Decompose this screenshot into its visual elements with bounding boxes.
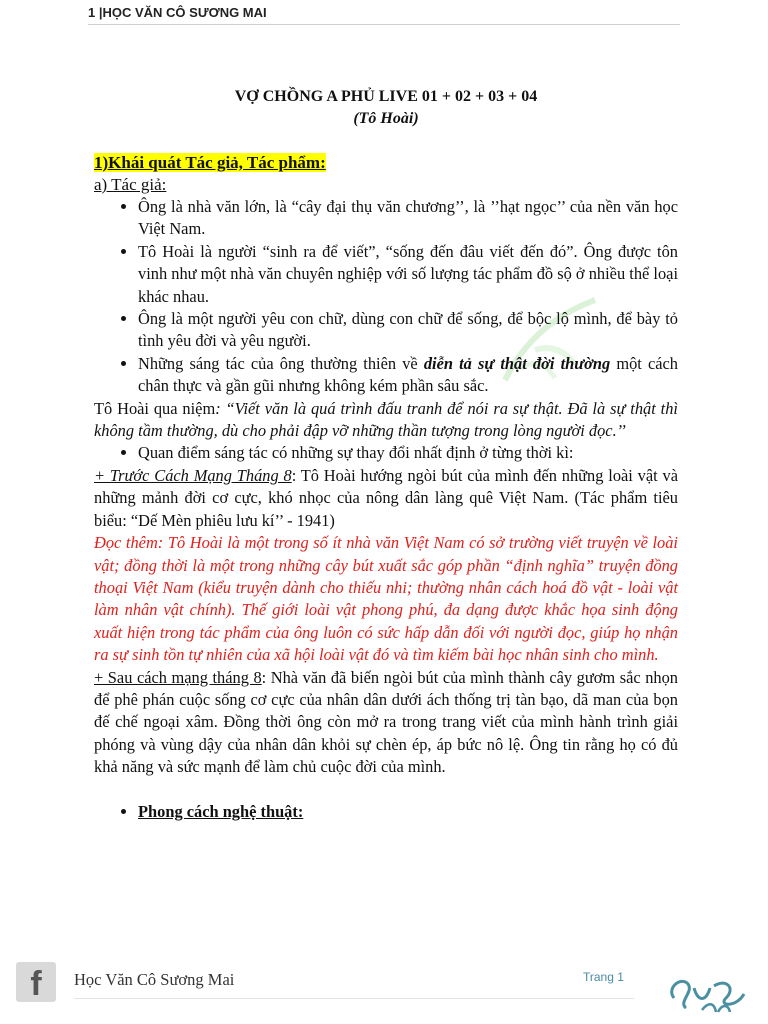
section-heading-text: 1)Khái quát Tác giả, Tác phẩm: xyxy=(94,153,326,172)
after-revolution-paragraph xyxy=(94,667,678,779)
viewpoint-bullet-list xyxy=(94,442,678,464)
before-revolution-paragraph xyxy=(94,465,678,532)
after-revolution-text: : Nhà văn đã biến ngòi bút của mình thành cây gươm sắc nhọn để phê phán cuộc sống cơ cực của nhân dân dưới ách thống trị tàn bạo, dã man của bọn đế chế ngoại xâm. Đồng thời ông còn mở ra trong trang viết của mình hành trình giải phóng và vùng dậy của nhân dân khỏi sự chèn ép, áp bức nô lệ. Ông tin rằng họ có đủ khả năng và sức mạnh để làm chủ cuộc đời của mình. xyxy=(94,667,678,777)
suong-mai-logo xyxy=(656,958,756,1018)
facebook-icon: f xyxy=(16,962,56,1002)
author-bullet-list xyxy=(94,196,678,398)
list-item: • Quan điểm sáng tác có những sự thay đổi nhất định ở từng thời kì: xyxy=(138,442,678,464)
page-header: 1 |HỌC VĂN CÔ SƯƠNG MAI xyxy=(88,4,680,25)
footer-brand-name: Học Văn Cô Sương Mai xyxy=(74,970,235,989)
further-reading-paragraph: Đọc thêm: Tô Hoài là một trong số ít nhà văn Việt Nam có sở trường viết truyện về loài vật; đồng thời là một trong những cây bút xuất sắc góp phần “định nghĩa” truyện đồng thoại Việt Nam (kiểu truyện dành cho thiếu nhi; thường nhân cách hoá đồ vật - loài vật làm nhân vật chính). Thế giới loài vật phong phú, đa dạng được khắc họa sinh động xuất hiện trong tác phẩm của ông luôn có sức hấp dẫn đối với người đọc, giúp họ nhận ra sự sinh tồn tự nhiên của xã hội loài vật đó và tìm kiếm bài học nhân sinh cho mình. xyxy=(94,533,678,665)
document-body xyxy=(94,86,678,823)
list-item xyxy=(138,353,678,398)
page-number: Trang 1 xyxy=(583,970,624,984)
list-item: • Phong cách nghệ thuật: xyxy=(138,801,678,823)
spacer xyxy=(94,779,678,801)
before-revolution-label: + Trước Cách Mạng Tháng 8 xyxy=(94,465,292,485)
emphasis-text: diễn tả sự thật đời thường xyxy=(423,353,611,373)
before-revolution-text: : Tô Hoài hướng ngòi bút của mình đến những loài vật và những mảnh đời cơ cực, khó nhọc của nông dân làng quê Việt Nam. (Tác phẩm tiêu biểu: “Dế Mèn phiêu lưu kí’’ - 1941) xyxy=(94,465,679,530)
after-revolution-label: + Sau cách mạng tháng 8 xyxy=(94,667,262,687)
style-bullet-list xyxy=(94,801,678,823)
quote-paragraph xyxy=(94,398,678,443)
quote-text: : “Viết văn là quá trình đấu tranh để nói ra sự thật. Đã là sự thật thì không tầm thường, dù cho phải đập vỡ những thần tượng trong lòng người đọc.’’ xyxy=(94,398,678,441)
list-item: • Tô Hoài là người “sinh ra để viết”, “sống đến đâu viết đến đó”. Ông được tôn vinh như một nhà văn chuyên nghiệp với số lượng tác phẩm đồ sộ ở nhiều thể loại khác nhau. xyxy=(138,241,678,308)
quote-lead: Tô Hoài qua niệm xyxy=(94,398,216,418)
list-item-text: Những sáng tác của ông thường thiên về xyxy=(138,353,424,373)
list-item: • Ông là một người yêu con chữ, dùng con chữ để sống, để bộc lộ mình, để bày tỏ tình yêu đời và yêu người. xyxy=(138,308,678,353)
list-item: • Ông là nhà văn lớn, là “cây đại thụ văn chương’’, là ’’hạt ngọc’’ của nền văn học Việt Nam. xyxy=(138,196,678,241)
section-heading xyxy=(94,152,678,174)
subsection-heading: a) Tác giả: xyxy=(94,175,167,194)
list-item-text: một cách chân thực và gần gũi nhưng không kém phần sâu sắc. xyxy=(138,353,678,396)
document-author: (Tô Hoài) xyxy=(353,110,419,127)
footer-divider xyxy=(74,998,634,999)
document-title: VỢ CHỒNG A PHỦ LIVE 01 + 02 + 03 + 04 xyxy=(234,88,538,105)
